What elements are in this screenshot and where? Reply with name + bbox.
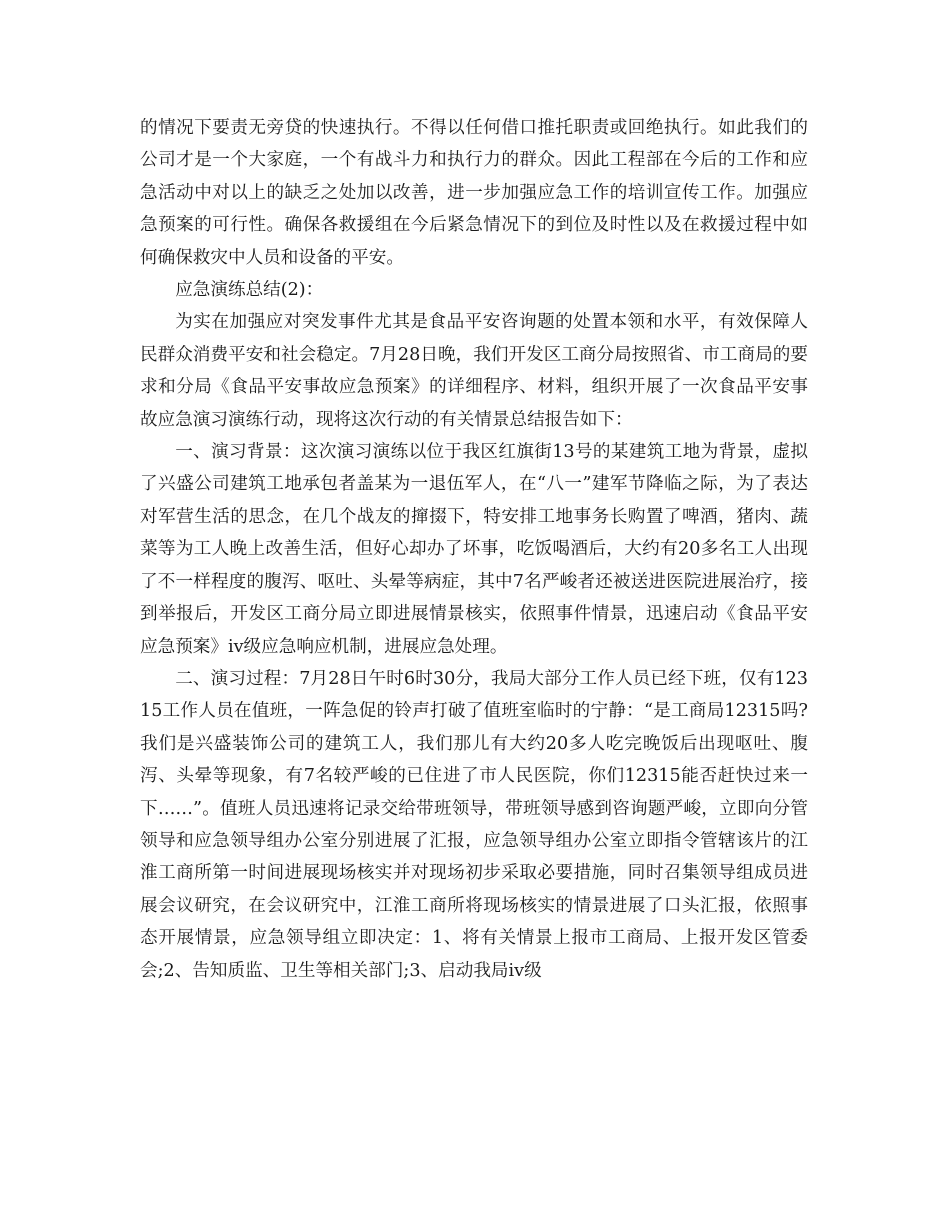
paragraph-continuation: 的情况下要责无旁贷的快速执行。不得以任何借口推托职责或回绝执行。如此我们的公司才是一个大家庭，一个有战斗力和执行力的群众。因此工程部在今后的工作和应急活动中对以上的缺乏之处加以改善，进一步加强应急工作的培训宣传工作。加强应急预案的可行性。确保各救援组在今后紧急情况下的到位及时性以及在救援过程中如何确保救灾中人员和设备的平安。: [140, 118, 808, 268]
section-heading-drill-summary-2: 应急演练总结(2)：: [175, 280, 324, 301]
paragraph-drill-background: 一、演习背景：这次演习演练以位于我区红旗街13号的某建筑工地为背景，虚拟了兴盛公司建筑工地承包者盖某为一退伍军人，在“八一”建军节降临之际，为了表达对军营生活的思念，在几个战友的撺掇下，特安排工地事务长购置了啤酒，猪肉、蔬菜等为工人晚上改善生活，但好心却办了坏事，吃饭喝酒后，大约有20多名工人出现了不一样程度的腹泻、呕吐、头晕等病症，其中7名严峻者还被送进医院进展治疗，接到举报后，开发区工商分局立即进展情景核实，依照事件情景，迅速启动《食品平安应急预案》iv级应急响应机制，进展应急处理。: [140, 442, 808, 657]
paragraph-drill-process: 二、演习过程：7月28日午时6时30分，我局大部分工作人员已经下班，仅有12315工作人员在值班，一阵急促的铃声打破了值班室临时的宁静：“是工商局12315吗?我们是兴盛装饰公司的建筑工人，我们那儿有大约20多人吃完晚饭后出现呕吐、腹泻、头晕等现象，有7名较严峻的已住进了市人民医院，你们12315能否赶快过来一下……”。值班人员迅速将记录交给带班领导，带班领导感到咨询题严峻，立即向分管领导和应急领导组办公室分别进展了汇报，应急领导组办公室立即指令管辖该片的江淮工商所第一时间进展现场核实并对现场初步采取必要措施，同时召集领导组成员进展会议研究，在会议研究中，江淮工商所将现场核实的情景进展了口头汇报，依照事态开展情景，应急领导组立即决定：1、将有关情景上报市工商局、上报开发区管委会;2、告知质监、卫生等相关部门;3、启动我局iv级: [140, 668, 808, 981]
document-body: [140, 112, 808, 987]
paragraph-introduction: 为实在加强应对突发事件尤其是食品平安咨询题的处置本领和水平，有效保障人民群众消费平安和社会稳定。7月28日晚，我们开发区工商分局按照省、市工商局的要求和分局《食品平安事故应急预案》的详细程序、材料，组织开展了一次食品平安事故应急演习演练行动，现将这次行动的有关情景总结报告如下：: [140, 312, 808, 430]
